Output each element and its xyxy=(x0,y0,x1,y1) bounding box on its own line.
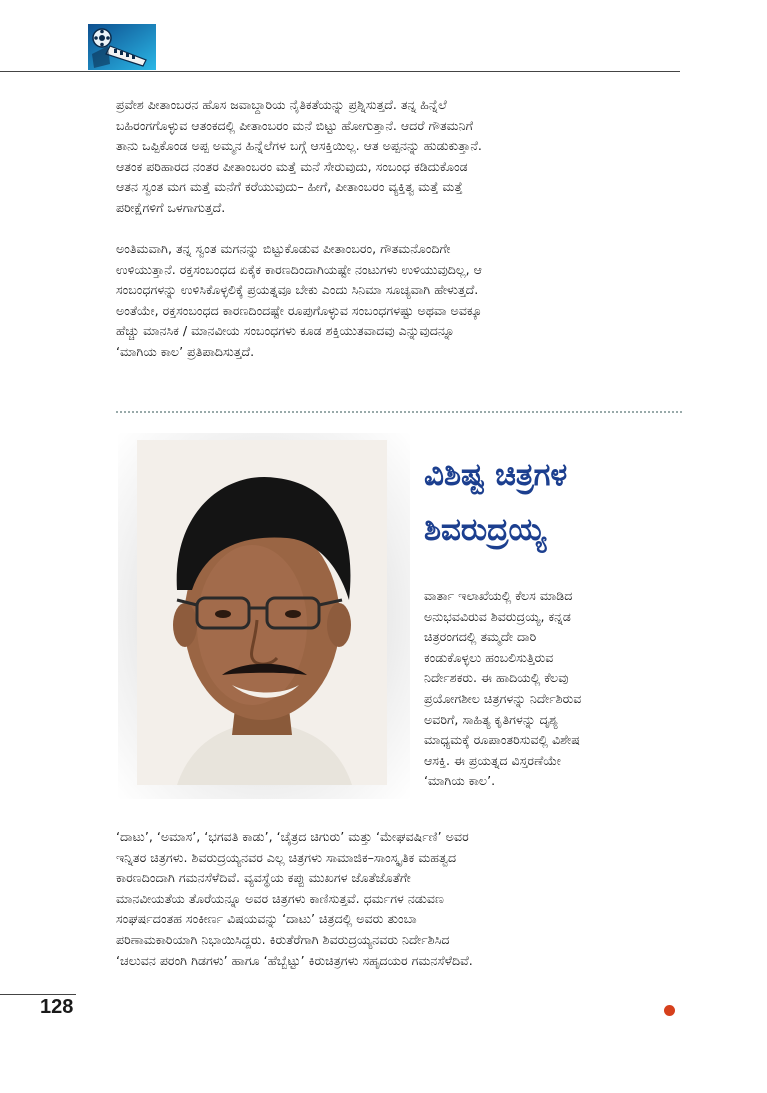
accent-dot-icon xyxy=(664,1005,675,1016)
feature-intro-text: ವಾರ್ತಾ ಇಲಾಖೆಯಲ್ಲಿ ಕೆಲಸ ಮಾಡಿದ ಅನುಭವವಿರುವ ಶಿವರುದ್ರಯ್ಯ, ಕನ್ನಡ ಚಿತ್ರರಂಗದಲ್ಲಿ ತಮ್ಮದೇ ದಾರಿ ಕಂಡುಕೊಳ್ಳಲು ಹಂಬಲಿಸುತ್ತಿರುವ ನಿರ್ದೇಶಕರು. ಈ ಹಾದಿಯಲ್ಲಿ ಕೆಲವು ಪ್ರಯೋಗಶೀಲ ಚಿತ್ರಗಳನ್ನು ನಿರ್ದೇಶಿರುವ ಅವರಿಗೆ, ಸಾಹಿತ್ಯ ಕೃತಿಗಳನ್ನು ದೃಶ್ಯ ಮಾಧ್ಯಮಕ್ಕೆ ರೂಪಾಂತರಿಸುವಲ್ಲಿ ವಿಶೇಷ ಆಸಕ್ತಿ. ಈ ಪ್ರಯತ್ನದ ವಿಸ್ತರಣೆಯೇ ‘ಮಾಗಿಯ ಕಾಲ’. xyxy=(424,588,582,789)
section-divider xyxy=(116,411,682,413)
film-camera-icon xyxy=(88,24,156,70)
page-number: 128 xyxy=(40,996,74,1018)
footer-divider xyxy=(0,994,76,995)
portrait-photo xyxy=(137,440,387,785)
body-paragraph-1: ಪ್ರವೇಶ ಪೀತಾಂಬರನ ಹೊಸ ಜವಾಬ್ದಾರಿಯ ನೈತಿಕತೆಯನ್ನು ಪ್ರಶ್ನಿಸುತ್ತದೆ. ತನ್ನ ಹಿನ್ನೆಲೆ ಬಹಿರಂಗಗೊಳ್ಳುವ ಆತಂಕದಲ್ಲಿ ಪೀತಾಂಬರಂ ಮನೆ ಬಿಟ್ಟು ಹೋಗುತ್ತಾನೆ. ಆದರೆ ಗೌತಮನಿಗೆ ತಾನು ಒಪ್ಪಿಕೊಂಡ ಅಪ್ಪ ಅಮ್ಮನ ಹಿನ್ನೆಲೆಗಳ ಬಗ್ಗೆ ಆಸಕ್ತಿಯಿಲ್ಲ. ಆತ ಅಪ್ಪನನ್ನು ಹುಡುಕುತ್ತಾನೆ. ಆತಂಕ ಪರಿಹಾರದ ನಂತರ ಪೀತಾಂಬರಂ ಮತ್ತೆ ಮನೆ ಸೇರುವುದು, ಸಂಬಂಧ ಕಡಿದುಕೊಂಡ ಆತನ ಸ್ವಂತ ಮಗ ಮತ್ತೆ ಮನೆಗೆ ಕರೆಯುವುದು– ಹೀಗೆ, ಪೀತಾಂಬರಂ ವ್ಯಕ್ತಿತ್ವ ಮತ್ತೆ ಮತ್ತೆ ಪರೀಕ್ಷೆಗಳಿಗೆ ಒಳಗಾಗುತ್ತದೆ. xyxy=(116,97,482,215)
header-divider xyxy=(0,71,680,72)
feature-title: ವಿಶಿಷ್ಟ ಚಿತ್ರಗಳ ಶಿವರುದ್ರಯ್ಯ xyxy=(424,457,568,548)
body-paragraph-3: ‘ದಾಟು’, ‘ಅಮಾಸ’, ‘ಭಗವತಿ ಕಾಡು’, ‘ಚೈತ್ರದ ಚಿಗುರು’ ಮತ್ತು ‘ಮೇಘವರ್ಷಿಣಿ’ ಅವರ ಇನ್ನಿತರ ಚಿತ್ರಗಳು. ಶಿವರುದ್ರಯ್ಯನವರ ಎಲ್ಲ ಚಿತ್ರಗಳು ಸಾಮಾಜಿಕ–ಸಾಂಸ್ಕೃತಿಕ ಮಹತ್ವದ ಕಾರಣದಿಂದಾಗಿ ಗಮನಸೆಳೆದಿವೆ. ವ್ಯವಸ್ಥೆಯ ಕಪ್ಪು ಮುಖಗಳ ಜೊತೆಜೊತೆಗೇ ಮಾನವೀಯತೆಯ ತೊರೆಯನ್ನೂ ಅವರ ಚಿತ್ರಗಳು ಕಾಣಿಸುತ್ತವೆ. ಧರ್ಮಗಳ ನಡುವಣ ಸಂಘರ್ಷದಂತಹ ಸಂಕೀರ್ಣ ವಿಷಯವನ್ನು ‘ದಾಟು’ ಚಿತ್ರದಲ್ಲಿ ಅವರು ತುಂಬಾ ಪರಿಣಾಮಕಾರಿಯಾಗಿ ನಿಭಾಯಿಸಿದ್ದರು. ಕಿರುತೆರೆಗಾಗಿ ಶಿವರುದ್ರಯ್ಯನವರು ನಿರ್ದೇಶಿಸಿದ ‘ಚಲುವನ ಪರಂಗಿ ಗಿಡಗಳು’ ಹಾಗೂ ‘ಹೆಬ್ಬೆಟ್ಟು’ ಕಿರುಚಿತ್ರಗಳು ಸಹೃದಯರ ಗಮನಸೆಳೆದಿವೆ. xyxy=(116,829,473,968)
body-paragraph-2: ಅಂತಿಮವಾಗಿ, ತನ್ನ ಸ್ವಂತ ಮಗನನ್ನು ಬಿಟ್ಟುಕೊಡುವ ಪೀತಾಂಬರಂ, ಗೌತಮನೊಂದಿಗೇ ಉಳಿಯುತ್ತಾನೆ. ರಕ್ತಸಂಬಂಧದ ಏಕೈಕ ಕಾರಣದಿಂದಾಗಿಯಷ್ಟೇ ನಂಟುಗಳು ಉಳಿಯುವುದಿಲ್ಲ, ಆ ಸಂಬಂಧಗಳನ್ನು ಉಳಿಸಿಕೊಳ್ಳಲಿಕ್ಕೆ ಪ್ರಯತ್ನವೂ ಬೇಕು ಎಂದು ಸಿನಿಮಾ ಸೂಚ್ಯವಾಗಿ ಹೇಳುತ್ತದೆ. ಅಂತೆಯೇ, ರಕ್ತಸಂಬಂಧದ ಕಾರಣದಿಂದಷ್ಟೇ ರೂಪುಗೊಳ್ಳುವ ಸಂಬಂಧಗಳಷ್ಟು ಅಥವಾ ಅವಕ್ಕೂ ಹೆಚ್ಚು ಮಾನಸಿಕ / ಮಾನವೀಯ ಸಂಬಂಧಗಳು ಕೂಡ ಶಕ್ತಿಯುತವಾದವು ಎನ್ನುವುದನ್ನೂ ‘ಮಾಗಿಯ ಕಾಲ’ ಪ್ರತಿಪಾದಿಸುತ್ತದೆ. xyxy=(116,241,482,359)
